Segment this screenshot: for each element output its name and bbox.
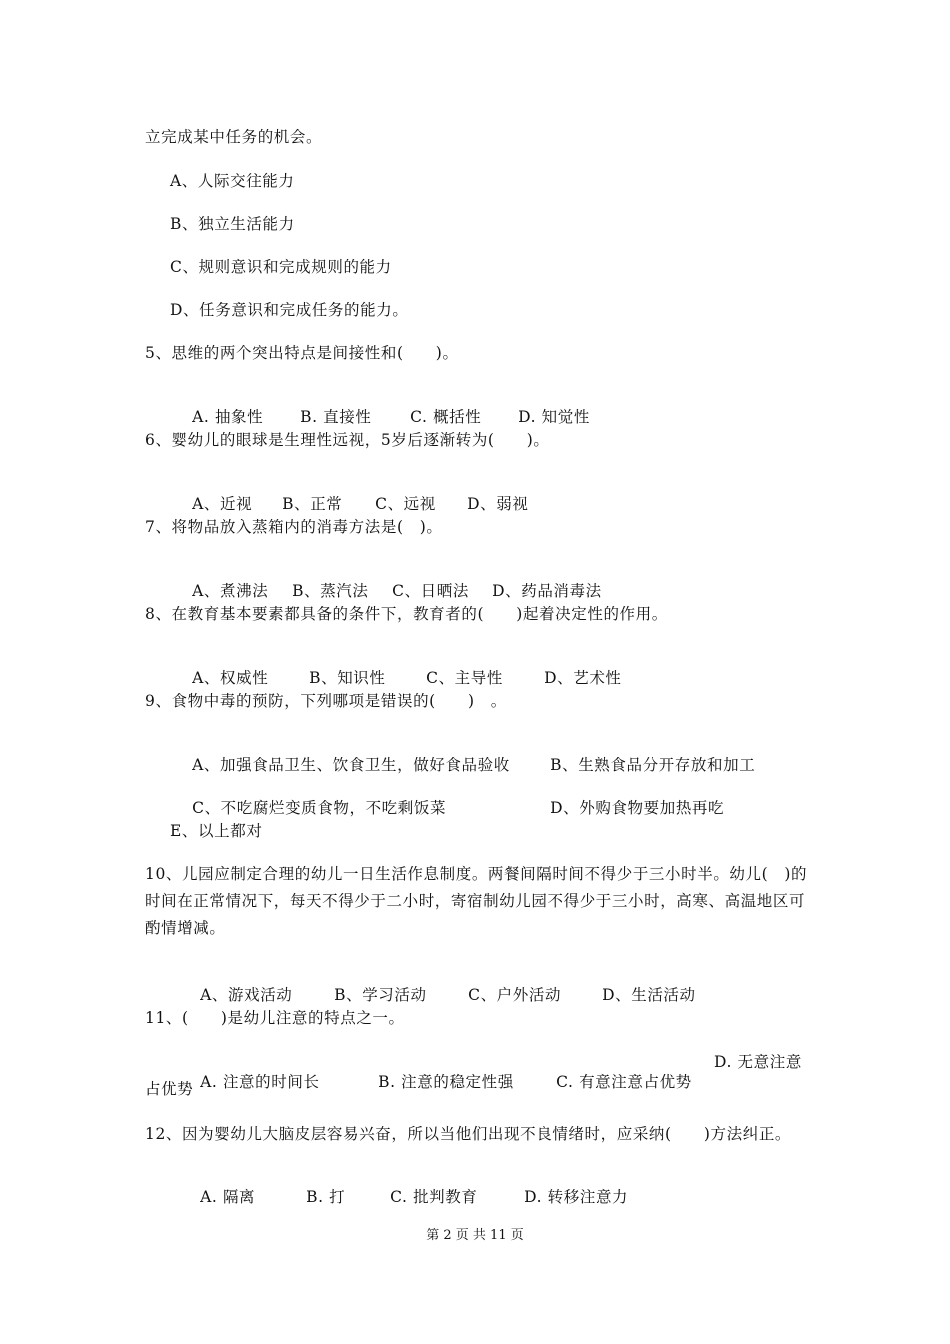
- q10-option-c: C、户外活动: [468, 986, 562, 1004]
- q5-option-d: D. 知觉性: [518, 408, 590, 426]
- q10-option-d: D、生活活动: [602, 986, 696, 1004]
- q5-option-a: A. 抽象性: [192, 408, 264, 426]
- q8-option-b: B、知识性: [309, 669, 386, 687]
- q5-option-b: B. 直接性: [300, 408, 372, 426]
- q12-option-b: B. 打: [306, 1188, 346, 1206]
- q6-stem: 6、婴幼儿的眼球是生理性远视，5岁后逐渐转为( )。: [145, 431, 550, 449]
- q11-option-c: C. 有意注意占优势: [556, 1073, 692, 1091]
- q5-stem: 5、思维的两个突出特点是间接性和( )。: [145, 344, 459, 362]
- q11-options: [178, 1052, 736, 1112]
- q9-option-b: B、生熟食品分开存放和加工: [550, 756, 756, 774]
- q6-option-b: B、正常: [282, 495, 343, 513]
- q12-options: [178, 1167, 628, 1227]
- q9-option-e: E、以上都对: [170, 822, 263, 840]
- q10-option-a: A、游戏活动: [200, 986, 293, 1004]
- q7-stem: 7、将物品放入蒸箱内的消毒方法是( )。: [145, 518, 443, 536]
- page-footer: 第 2 页 共 11 页: [426, 1228, 524, 1243]
- q4-option-a: A、人际交往能力: [170, 172, 295, 190]
- q4-option-c: C、规则意识和完成规则的能力: [170, 258, 392, 276]
- q4-option-d: D、任务意识和完成任务的能力。: [170, 301, 409, 319]
- q10-option-b: B、学习活动: [334, 986, 427, 1004]
- q5-option-c: C. 概括性: [410, 408, 482, 426]
- q12-stem: 12、因为婴幼儿大脑皮层容易兴奋，所以当他们出现不良情绪时，应采纳( )方法纠正。: [145, 1125, 792, 1143]
- q11-option-a: A. 注意的时间长: [200, 1073, 320, 1091]
- q6-option-c: C、远视: [375, 495, 436, 513]
- q7-option-c: C、日晒法: [392, 582, 469, 600]
- q9-stem: 9、食物中毒的预防，下列哪项是错误的( ) 。: [145, 692, 507, 710]
- q11-option-b: B. 注意的稳定性强: [378, 1073, 514, 1091]
- q8-stem: 8、在教育基本要素都具备的条件下，教育者的( )起着决定性的作用。: [145, 605, 668, 623]
- q7-option-b: B、蒸汽法: [292, 582, 369, 600]
- q11-stem: 11、( )是幼儿注意的特点之一。: [145, 1009, 405, 1027]
- q9-option-c: C、不吃腐烂变质食物，不吃剩饭菜: [192, 799, 447, 817]
- q9-option-a: A、加强食品卫生、饮食卫生，做好食品验收: [192, 756, 510, 774]
- q6-option-d: D、弱视: [467, 495, 529, 513]
- question-continuation: 立完成某中任务的机会。: [145, 128, 323, 146]
- q9-option-d: D、外购食物要加热再吃: [550, 799, 725, 817]
- q8-option-d: D、艺术性: [544, 669, 622, 687]
- q10-stem: 10、儿园应制定合理的幼儿一日生活作息制度。两餐间隔时间不得少于三小时半。幼儿( )的时间在正常情况下，每天不得少于二小时，寄宿制幼儿园不得少于三小时，高寒、高温地区可酌情增减。: [145, 865, 808, 937]
- q7-option-d: D、药品消毒法: [492, 582, 602, 600]
- q12-option-d: D. 转移注意力: [524, 1188, 629, 1206]
- q6-option-a: A、近视: [192, 495, 253, 513]
- q11-option-d-wrap: 占优势: [145, 1080, 194, 1098]
- q8-option-c: C、主导性: [426, 669, 503, 687]
- q12-option-c: C. 批判教育: [390, 1188, 478, 1206]
- q4-option-b: B、独立生活能力: [170, 215, 295, 233]
- q7-option-a: A、煮沸法: [192, 582, 269, 600]
- q8-option-a: A、权威性: [192, 669, 269, 687]
- q11-option-d-start: D. 无意注意: [714, 1053, 802, 1071]
- q12-option-a: A. 隔离: [200, 1188, 256, 1206]
